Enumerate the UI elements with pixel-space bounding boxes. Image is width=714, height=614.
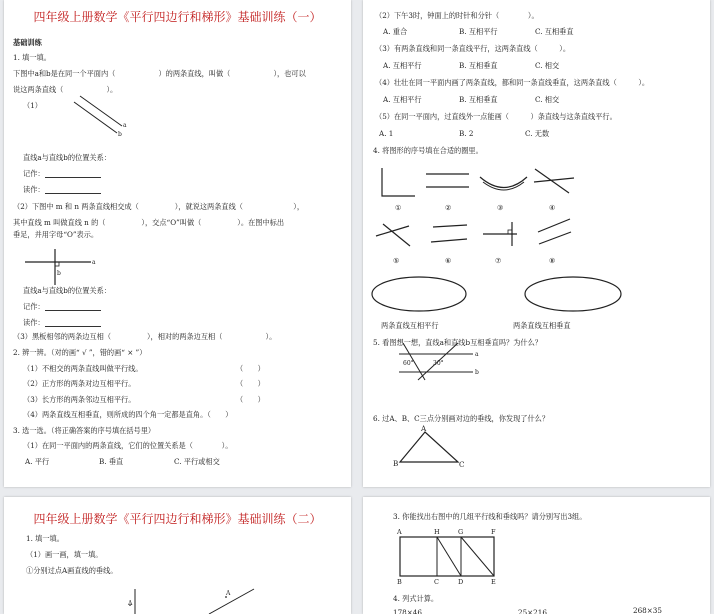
worksheet-page-1 [4, 0, 351, 487]
choice-4-option-a[interactable]: A. 互相平行 [383, 95, 422, 104]
shape-number-6: ⑥ [445, 256, 452, 265]
grid-label-d: D [458, 578, 464, 586]
point-a-2: A [226, 590, 231, 597]
label-b-2: b [57, 270, 61, 277]
reading-label-2 [23, 318, 101, 327]
q1-1-number: （1） [23, 101, 42, 110]
ellipse-label-parallel: 两条直线互相平行 [381, 321, 439, 330]
choice-5-option-c[interactable]: C. 无数 [525, 129, 550, 138]
judge-item-4: （4）两条直线互相垂直，则所成的四个角一定都是直角。（ ） [23, 410, 233, 419]
point-line-figures [4, 497, 351, 614]
grid-label-c: C [434, 578, 439, 586]
vertex-b: B [393, 459, 399, 468]
shape-number-8: ⑧ [549, 256, 556, 265]
line-label-a: a [475, 351, 479, 358]
q1-1-heading: （1）画一画，填一填。 [26, 550, 103, 559]
vertex-a: A [421, 424, 427, 433]
choice-heading: 3. 选一选。（将正确答案的序号填在括号里） [13, 426, 156, 435]
notation-label-2 [23, 302, 101, 311]
choice-2-option-c[interactable]: C. 互相垂直 [535, 27, 574, 36]
choice-4: （4）壮壮在同一平面内画了两条直线，都和同一条直线垂直，这两条直线（ ）。 [375, 78, 650, 87]
judge-answer-3[interactable]: （ ） [236, 395, 265, 404]
choice-5-option-b[interactable]: B. 2 [459, 129, 474, 138]
vertex-c: C [459, 460, 465, 469]
question-6: 6. 过A、B、C三点分别画对边的垂线，你发现了什么？ [373, 414, 550, 423]
choice-1: （1）在同一平面内的两条直线，它们的位置关系是（ ）。 [23, 441, 233, 450]
choice-4-option-b[interactable]: B. 互相垂直 [459, 95, 498, 104]
notation-blank[interactable] [45, 170, 101, 178]
question-1-heading: 1. 填一填。 [26, 534, 64, 543]
grid-label-e: E [491, 578, 496, 586]
judge-answer-2[interactable]: （ ） [236, 379, 265, 388]
choice-2-option-a[interactable]: A. 重合 [383, 27, 408, 36]
notation-label-1 [23, 169, 101, 178]
label-a: a [123, 122, 127, 129]
shape-number-5: ⑤ [393, 256, 400, 265]
label-a-2: a [92, 259, 96, 266]
notation-text: 记作： [23, 169, 45, 178]
grid-label-a: A [397, 528, 402, 536]
worksheet-page-2 [363, 0, 710, 487]
q1-1-text-b: 说这两条直线（ ）。 [13, 85, 118, 94]
calc-3: 268×35 [633, 606, 662, 614]
grid-label-f: F [491, 528, 496, 536]
position-relation-1: 直线a与直线b的位置关系： [23, 153, 111, 162]
q1-1-text-a: 下图中a和b是在同一个平面内（ ）的两条直线，叫做（ ），也可以 [13, 69, 306, 78]
worksheet-page-4 [363, 497, 710, 614]
question-4: 4. 将图形的序号填在合适的圈里。 [373, 146, 483, 155]
shape-number-1: ① [395, 203, 402, 212]
question-3: 3. 你能找出右图中的几组平行线和垂线吗？请分别写出3组。 [393, 512, 587, 521]
choice-3: （3）有两条直线和同一条直线平行，这两条直线（ ）。 [375, 44, 571, 53]
choice-5-option-a[interactable]: A. 1 [379, 129, 394, 138]
reading-label-1 [23, 185, 101, 194]
choice-2: （2）下午3时，钟面上的时针和分针（ ）。 [375, 11, 539, 20]
q2-text-c: 垂足，并用字母“O”表示。 [13, 230, 99, 239]
q2-text-b: 其中直线 m 叫做直线 n 的（ ），交点“O”叫做（ ）。在图中标出 [13, 218, 285, 227]
calc-1: 178×46 [393, 608, 422, 614]
reading-blank[interactable] [45, 186, 101, 194]
q3-text: （3）黑板相邻的两条边互相（ ），相对的两条边互相（ ）。 [13, 332, 277, 341]
notation-blank[interactable] [45, 303, 101, 311]
choice-3-option-a[interactable]: A. 互相平行 [383, 61, 422, 70]
question-5: 5. 看图想一想，直线a和直线b互相垂直吗？为什么？ [373, 338, 542, 347]
page-title: 四年级上册数学《平行四边行和梯形》基础训练（二） [33, 512, 322, 526]
shape-number-3: ③ [497, 203, 504, 212]
choice-4-option-c[interactable]: C. 相交 [535, 95, 560, 104]
question-1-heading: 1. 填一填。 [13, 53, 51, 62]
question-4: 4. 列式计算。 [393, 594, 439, 603]
judge-answer-1[interactable]: （ ） [236, 364, 265, 373]
choice-3-option-c[interactable]: C. 相交 [535, 61, 560, 70]
label-b: b [118, 131, 122, 138]
point-a-1: A [128, 600, 133, 607]
choice-1-option-b[interactable]: B. 垂直 [99, 457, 124, 466]
choice-1-option-a[interactable]: A. 平行 [25, 457, 50, 466]
grid-label-h: H [434, 528, 440, 536]
angle-30: 30° [433, 360, 444, 367]
reading-text: 读作： [23, 185, 45, 194]
judge-heading: 2. 辨一辨。（对的画“ √ ”，错的画“ × ”） [13, 348, 147, 357]
choice-5: （5）在同一平面内，过直线外一点能画（ ）条直线与这条直线平行。 [375, 112, 617, 121]
choice-2-option-b[interactable]: B. 互相平行 [459, 27, 498, 36]
line-label-b: b [475, 369, 479, 376]
angle-60: 60° [403, 360, 414, 367]
calc-2: 25×216 [518, 608, 547, 614]
grid-label-g: G [458, 528, 464, 536]
reading-blank[interactable] [45, 319, 101, 327]
judge-item-2: （2）正方形的两条对边互相平行。 [23, 379, 136, 388]
position-relation-2: 直线a与直线b的位置关系： [23, 286, 111, 295]
shape-number-4: ④ [549, 203, 556, 212]
page-title: 四年级上册数学《平行四边行和梯形》基础训练（一） [33, 10, 322, 24]
reading-text: 读作： [23, 318, 45, 327]
choice-1-option-c[interactable]: C. 平行或相交 [174, 457, 220, 466]
q2-text-a: （2）下图中 m 和 n 两条直线相交成（ ），就说这两条直线（ ）， [13, 202, 305, 211]
worksheet-page-3 [4, 497, 351, 614]
choice-3-option-b[interactable]: B. 互相垂直 [459, 61, 498, 70]
notation-text: 记作： [23, 302, 45, 311]
ellipse-label-perpendicular: 两条直线互相垂直 [513, 321, 571, 330]
judge-item-1: （1）不相交的两条直线叫做平行线。 [23, 364, 143, 373]
shape-number-2: ② [445, 203, 452, 212]
grid-label-b: B [397, 578, 402, 586]
section-heading: 基础训练 [13, 38, 42, 47]
judge-item-3: （3）长方形的两条邻边互相平行。 [23, 395, 136, 404]
q1-1-instruction: ①分别过点A画直线的垂线。 [26, 566, 118, 575]
shape-number-7: ⑦ [495, 256, 502, 265]
